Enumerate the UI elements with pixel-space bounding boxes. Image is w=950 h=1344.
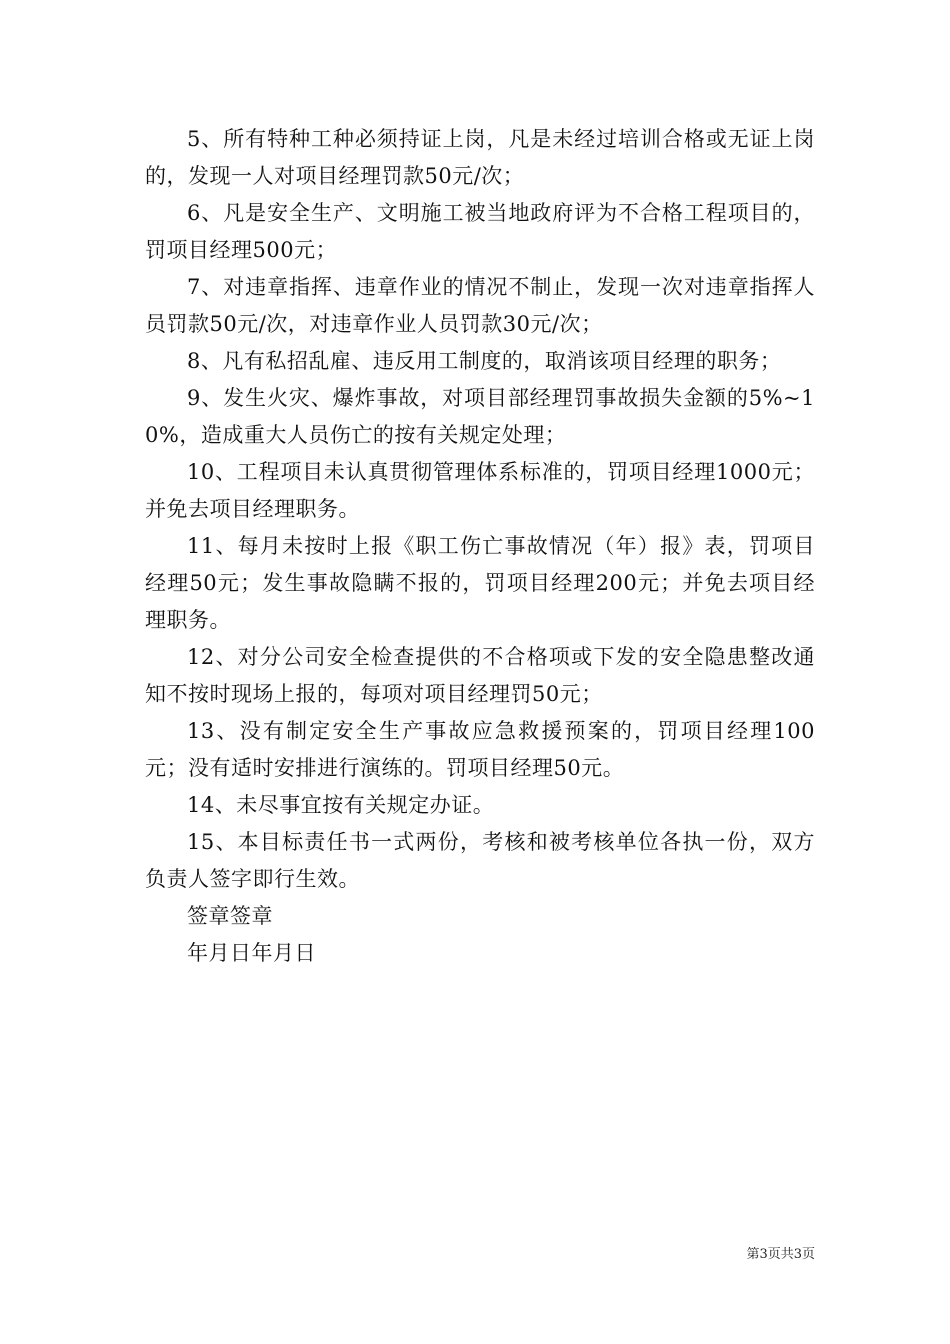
- clause-9: 9、发生火灾、爆炸事故，对项目部经理罚事故损失金额的5%~10%，造成重大人员伤亡的按有关规定处理；: [145, 386, 815, 447]
- clause-10: 10、工程项目未认真贯彻管理体系标准的，罚项目经理1000元；并免去项目经理职务。: [145, 460, 815, 521]
- clause-15: 15、本目标责任书一式两份，考核和被考核单位各执一份，双方负责人签字即行生效。: [145, 830, 815, 891]
- clause-14: 14、未尽事宜按有关规定办证。: [187, 793, 495, 817]
- date-line: 年月日年月日: [187, 941, 316, 965]
- clause-5: 5、所有特种工种必须持证上岗，凡是未经过培训合格或无证上岗的，发现一人对项目经理罚款50元/次；: [145, 127, 815, 188]
- clause-8: 8、凡有私招乱雇、违反用工制度的，取消该项目经理的职务；: [187, 349, 782, 373]
- signature-line: 签章签章: [187, 904, 273, 928]
- clause-6: 6、凡是安全生产、文明施工被当地政府评为不合格工程项目的，罚项目经理500元；: [145, 201, 815, 262]
- clause-7: 7、对违章指挥、违章作业的情况不制止，发现一次对违章指挥人员罚款50元/次，对违章作业人员罚款30元/次；: [145, 275, 815, 336]
- page-number: 第3页共3页: [746, 1247, 815, 1262]
- clause-12: 12、对分公司安全检查提供的不合格项或下发的安全隐患整改通知不按时现场上报的，每项对项目经理罚50元；: [145, 645, 815, 706]
- document-body: [145, 121, 815, 972]
- clause-13: 13、没有制定安全生产事故应急救援预案的，罚项目经理100元；没有适时安排进行演练的。罚项目经理50元。: [145, 719, 815, 780]
- clause-11: 11、每月未按时上报《职工伤亡事故情况（年）报》表，罚项目经理50元；发生事故隐瞒不报的，罚项目经理200元；并免去项目经理职务。: [145, 534, 815, 632]
